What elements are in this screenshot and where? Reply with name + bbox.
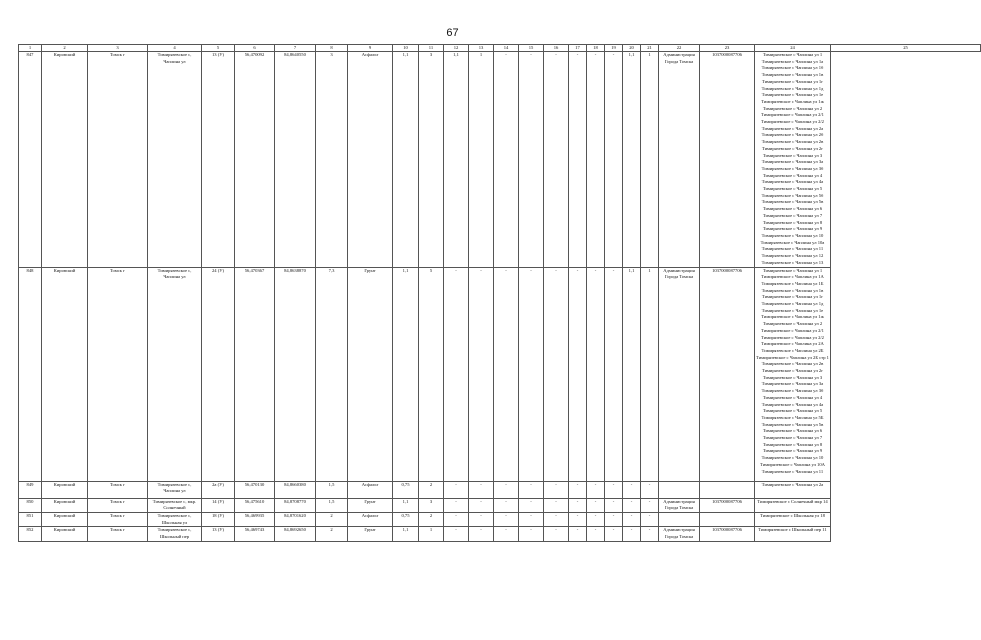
address-line: Тимирязевское с Чаплина ул 3 [762,152,823,158]
address-line: Тимирязевское с Чаплина ул 11 [761,246,824,252]
table-cell: Тимирязевское с, Школьный пер [148,527,202,541]
column-number: 24 [755,45,831,52]
address-line: Тимирязевское с Чаплина ул 1в [761,72,824,78]
table-cell: - [494,481,519,498]
address-line: Тимирязевское с Чаплина ул 1г [761,78,824,84]
table-cell: 2 [419,481,444,498]
address-line: Тимирязевское с Чаплина ул 8 [762,441,823,447]
table-cell: 24 (У) [202,267,235,481]
column-number: 12 [444,45,469,52]
table-cell: - [544,527,569,541]
table-cell: 56,469935 [235,512,275,526]
address-list-cell [755,52,831,268]
address-line: Тимирязевское с Чаплина ул 1б [761,65,824,71]
column-number: 16 [544,45,569,52]
address-line: Тимирязевское с Чаплина ул 6 [762,206,823,212]
column-number: 18 [587,45,605,52]
column-number: 1 [19,45,42,52]
table-cell: - [519,498,544,512]
table-cell: Тимирязевское с, Чаплина ул [148,52,202,268]
table-cell: - [519,52,544,268]
address-line: Тимирязевское с Чаплина ул 4 [762,172,823,178]
table-cell: 2а (У) [202,481,235,498]
table-cell: 1037000087706 [700,52,755,268]
column-number: 20 [623,45,641,52]
address-line: Тимирязевское с Чаплина ул 2а [761,125,824,131]
table-cell: 2 [316,527,348,541]
table-cell: 3 [419,52,444,268]
table-cell: 1,5 [316,481,348,498]
address-line: Тимирязевское с Чаплина ул 2б [761,132,824,138]
table-cell: - [469,267,494,481]
address-line: Тимирязевское с Чаплина ул 11 [761,468,824,474]
table-cell: Администрация Города Томска [659,52,700,268]
table-cell [659,481,700,498]
table-cell: 1 [419,527,444,541]
table-cell: - [544,52,569,268]
table-cell: - [469,527,494,541]
table-cell: Тимирязевское с, Чаплина ул [148,267,202,481]
table-cell: Администрация Города Томска [659,498,700,512]
address-line: Тимирязевское с Школьный пер 11 [758,527,827,533]
address-line: Тимирязевское с Чаплина ул 2Б стр 1 [756,354,829,360]
table-cell: - [494,527,519,541]
table-cell: - [605,498,623,512]
address-line: Тимирязевское с Чаплина ул 3а [761,159,824,165]
table-cell: - [494,52,519,268]
table-cell: Томск г [88,52,148,268]
table-cell: 1037000087706 [700,267,755,481]
address-line: Тимирязевское с Чаплина ул 5 [762,186,823,192]
table-cell: Кировский [42,481,88,498]
table-row [19,481,981,498]
column-number: 8 [316,45,348,52]
address-line: Тимирязевское с Чаплина ул 1 [762,52,823,57]
table-cell: 852 [19,527,42,541]
address-list-cell [755,498,831,512]
table-cell: - [587,481,605,498]
address-line: Тимирязевское с Чаплина ул 2Б [761,347,824,353]
table-cell: - [569,267,587,481]
address-line: Тимирязевское с Чаплина ул 1г [761,294,824,300]
table-cell: - [569,527,587,541]
address-line: Тимирязевское с Чаплина ул 1А [761,274,824,280]
table-cell: Кировский [42,498,88,512]
column-number: 4 [148,45,202,52]
table-cell: 5 [419,267,444,481]
table-cell: Кировский [42,267,88,481]
address-line: Тимирязевское с Чаплина ул 2/2 [761,119,824,125]
address-line: Тимирязевское с Чаплина ул 2 [762,321,823,327]
column-number: 5 [202,45,235,52]
address-line: Тимирязевское с Школьная ул 18 [760,512,825,518]
table-cell: 849 [19,481,42,498]
table-cell: 848 [19,267,42,481]
table-cell: 13 (У) [202,527,235,541]
column-number: 9 [348,45,393,52]
table-cell: Кировский [42,52,88,268]
table-cell [659,512,700,526]
table-cell: - [605,512,623,526]
table-row [19,512,981,526]
table-cell: 56,475610 [235,498,275,512]
table-cell: - [469,481,494,498]
table-cell: 0,75 [393,512,419,526]
table-cell: - [444,527,469,541]
table-cell: 1,1 [623,52,641,268]
address-line: Тимирязевское с Чаплина ул 2/1 [761,327,824,333]
column-number: 19 [605,45,623,52]
table-cell: Тимирязевское с, Школьная ул [148,512,202,526]
table-cell: Тимирязевское с, мкр. Солнечный [148,498,202,512]
column-number: 13 [469,45,494,52]
table-cell: - [519,481,544,498]
table-cell: - [519,527,544,541]
address-line: Тимирязевское с Чаплина ул 1е [761,307,824,313]
table-cell: - [605,527,623,541]
table-cell: - [605,267,623,481]
table-cell: - [544,481,569,498]
table-cell: Томск г [88,267,148,481]
address-line: Тимирязевское с Чаплина ул 5б [761,192,824,198]
table-cell: 2 [316,512,348,526]
column-number: 15 [519,45,544,52]
address-line: Тимирязевское с Солнечный мкр 14 [757,498,828,504]
table-cell: 1 [641,267,659,481]
table-cell: 1037000087706 [700,498,755,512]
address-line: Тимирязевское с Чаплина ул 1Б [761,280,824,286]
table-cell: - [641,498,659,512]
table-cell: 1,1 [393,267,419,481]
table-cell: - [587,527,605,541]
table-cell: - [587,52,605,268]
table-cell: Администрация Города Томска [659,267,700,481]
table-row [19,527,981,541]
table-cell: 3 [316,52,348,268]
address-line: Тимирязевское с Чаплина ул 2 [762,105,823,111]
address-line: Тимирязевское с Чаплина ул 1 [762,267,823,273]
table-cell: 56,469743 [235,527,275,541]
address-line: Тимирязевское с Чаплина ул 13 [761,259,824,265]
address-line: Тимирязевское с Чаплина ул 7 [762,435,823,441]
address-line: Тимирязевское с Чаплина ул 2А [761,341,824,347]
table-cell: - [587,512,605,526]
table-cell: Томск г [88,481,148,498]
address-list-cell [755,527,831,541]
table-cell: Грунт [348,267,393,481]
table-cell: Асфальт [348,481,393,498]
table-cell: 56,470130 [235,481,275,498]
table-cell [700,512,755,526]
table-cell: 14 (У) [202,498,235,512]
column-number: 17 [569,45,587,52]
table-cell: - [605,52,623,268]
address-line: Тимирязевское с Чаплина ул 1ж [761,98,824,104]
address-line: Тимирязевское с Чаплина ул 10а [760,239,825,245]
table-cell: 56,470367 [235,267,275,481]
address-line: Тимирязевское с Чаплина ул 3б [761,165,824,171]
table-cell: 0,75 [393,481,419,498]
column-number: 23 [700,45,755,52]
address-line: Тимирязевское с Чаплина ул 4а [761,401,824,407]
address-line: Тимирязевское с Чаплина ул 2г [761,145,824,151]
table-cell: Администрация Города Томска [659,527,700,541]
table-row [19,498,981,512]
table-cell: Асфальт [348,512,393,526]
table-cell: - [569,481,587,498]
column-number-row [19,45,981,52]
table-cell: Кировский [42,512,88,526]
table-cell: 3 [419,498,444,512]
table-cell: - [519,267,544,481]
table-cell: - [641,512,659,526]
address-line: Тимирязевское с Чаплина ул 9 [762,226,823,232]
address-line: Тимирязевское с Чаплина ул 10 [761,455,824,461]
address-line: Тимирязевское с Чаплина ул 1ж [761,314,824,320]
address-line: Тимирязевское с Чаплина ул 2/2 [761,334,824,340]
column-number: 21 [641,45,659,52]
registry-table [18,44,981,542]
table-cell: - [469,512,494,526]
table-cell: - [623,527,641,541]
page-number: 67 [446,27,459,39]
address-list-cell [755,481,831,498]
table-cell: - [444,267,469,481]
table-cell: 84,8640550 [275,52,316,268]
table-cell: 1 [469,52,494,268]
table-cell: - [494,498,519,512]
address-line: Тимирязевское с Чаплина ул 7 [762,212,823,218]
table-cell: - [587,267,605,481]
address-list-cell [755,267,831,481]
table-cell: - [569,52,587,268]
table-cell: Грунт [348,527,393,541]
address-line: Тимирязевское с Чаплина ул 5 [762,408,823,414]
address-line: Тимирязевское с Чаплина ул 2а [761,481,824,487]
table-cell: 1,1 [393,52,419,268]
address-line: Тимирязевское с Чаплина ул 1а [761,58,824,64]
table-cell: 2 [419,512,444,526]
table-row [19,267,981,481]
table-cell: - [544,512,569,526]
column-number: 11 [419,45,444,52]
table-cell: 84,8692650 [275,527,316,541]
table-cell: - [444,481,469,498]
table-cell: - [569,512,587,526]
table-cell: Кировский [42,527,88,541]
table-cell: - [494,267,519,481]
table-cell: 84,8660380 [275,481,316,498]
address-line: Тимирязевское с Чаплина ул 5в [761,199,824,205]
column-number: 25 [831,45,981,52]
address-line: Тимирязевское с Чаплина ул 5в [761,421,824,427]
table-cell: Асфальт [348,52,393,268]
address-line: Тимирязевское с Чаплина ул 2/1 [761,112,824,118]
table-cell: 1,1 [444,52,469,268]
table-cell: 851 [19,512,42,526]
table-row [19,52,981,268]
column-number: 7 [275,45,316,52]
table-cell: - [519,512,544,526]
table-cell: - [623,481,641,498]
table-cell: - [469,498,494,512]
table-cell: 13 (У) [202,52,235,268]
address-line: Тимирязевское с Чаплина ул 1д [761,301,824,307]
address-line: Тимирязевское с Чаплина ул 4 [762,394,823,400]
address-list-cell [755,512,831,526]
table-cell: - [623,512,641,526]
address-line: Тимирязевское с Чаплина ул 12 [761,253,824,259]
table-cell: 1,1 [623,267,641,481]
address-line: Тимирязевское с Чаплина ул 4а [761,179,824,185]
address-line: Тимирязевское с Чаплина ул 3а [761,381,824,387]
table-cell: Тимирязевское с, Чаплина ул [148,481,202,498]
table-cell: 1 [641,52,659,268]
table-cell: 847 [19,52,42,268]
column-number: 14 [494,45,519,52]
table-cell: - [641,481,659,498]
table-cell: - [605,481,623,498]
address-line: Тимирязевское с Чаплина ул 5Б [761,414,824,420]
table-cell: Томск г [88,512,148,526]
table-cell: - [544,267,569,481]
table-cell: 84,8638870 [275,267,316,481]
column-number: 2 [42,45,88,52]
table-cell: - [444,512,469,526]
address-line: Тимирязевское с Чаплина ул 10А [760,461,825,467]
table-cell: 84,8708770 [275,498,316,512]
table-cell: 84,8701620 [275,512,316,526]
table-cell: Грунт [348,498,393,512]
address-line: Тимирязевское с Чаплина ул 1д [761,85,824,91]
table-cell [700,481,755,498]
table-cell: 56,470092 [235,52,275,268]
table-cell: 18 (У) [202,512,235,526]
address-line: Тимирязевское с Чаплина ул 6 [762,428,823,434]
table-cell: - [569,498,587,512]
address-line: Тимирязевское с Чаплина ул 2в [761,139,824,145]
address-line: Тимирязевское с Чаплина ул 1в [761,287,824,293]
table-cell: 1,1 [393,527,419,541]
table-cell: - [623,498,641,512]
table-cell: Томск г [88,527,148,541]
table-cell: 7,3 [316,267,348,481]
address-line: Тимирязевское с Чаплина ул 2г [761,368,824,374]
address-line: Тимирязевское с Чаплина ул 8 [762,219,823,225]
table-cell: - [444,498,469,512]
table-cell: - [641,527,659,541]
table-cell: 850 [19,498,42,512]
address-line: Тимирязевское с Чаплина ул 2в [761,361,824,367]
address-line: Тимирязевское с Чаплина ул 1е [761,92,824,98]
table-cell: 1,5 [316,498,348,512]
table-cell: - [544,498,569,512]
column-number: 10 [393,45,419,52]
table-cell: Томск г [88,498,148,512]
table-cell: - [587,498,605,512]
address-line: Тимирязевское с Чаплина ул 3 [762,374,823,380]
table-cell: - [494,512,519,526]
address-line: Тимирязевское с Чаплина ул 9 [762,448,823,454]
table-cell: 1037000087706 [700,527,755,541]
column-number: 22 [659,45,700,52]
address-line: Тимирязевское с Чаплина ул 3б [761,388,824,394]
address-line: Тимирязевское с Чаплина ул 10 [761,232,824,238]
column-number: 3 [88,45,148,52]
column-number: 6 [235,45,275,52]
table-cell: 1,1 [393,498,419,512]
